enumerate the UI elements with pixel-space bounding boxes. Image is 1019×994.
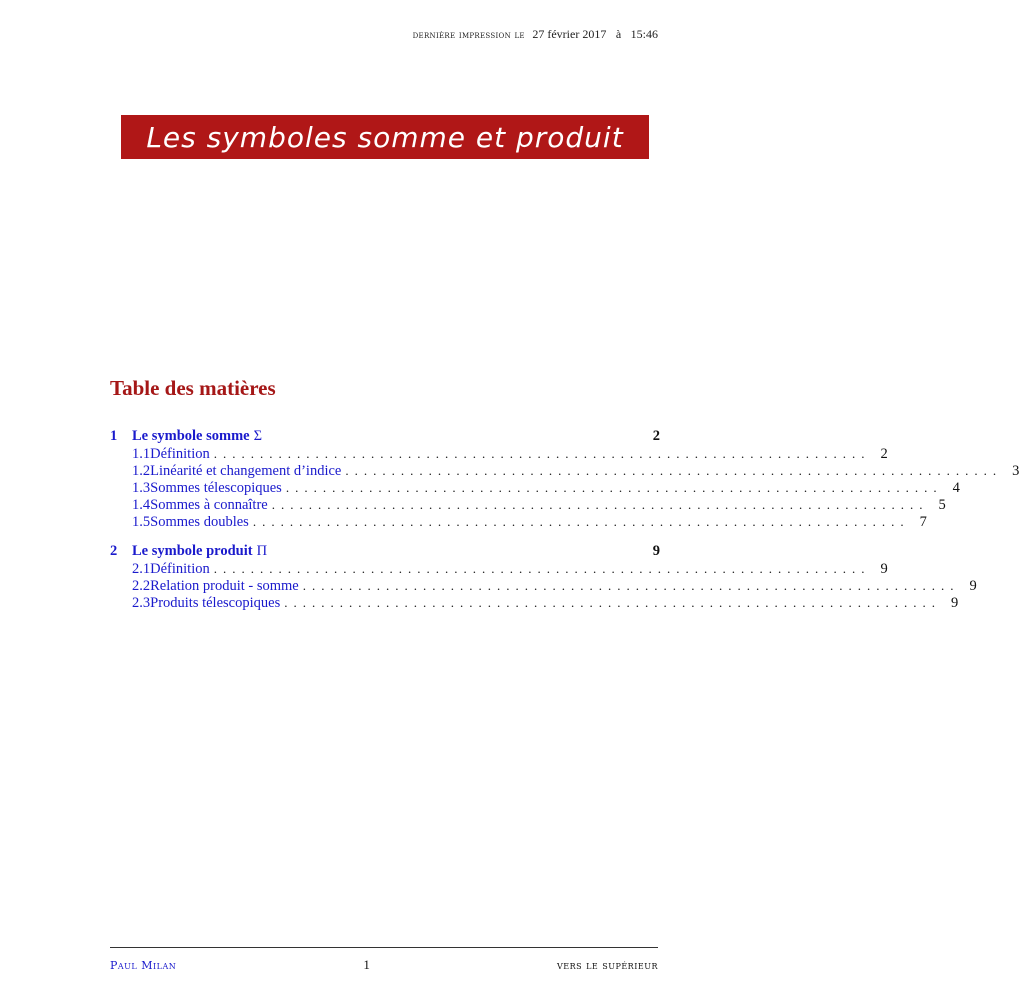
toc-subsection-1-4[interactable] [110,496,946,513]
page-footer [110,957,658,973]
toc-leader-dots: ....................................................................... [213,561,871,576]
footer-page-number: 1 [363,957,370,972]
toc-page-number: 5 [938,497,946,513]
running-header [413,27,658,42]
toc-subsection-number: 1.2 [132,463,151,479]
toc-leader-dots: ....................................................................... [271,497,929,512]
toc-page-number: 3 [1012,463,1019,479]
footer-author: Paul Milan [110,959,177,972]
toc-subsection-2-3[interactable] [110,594,959,611]
toc-subsection-title: Relation produit - somme [150,578,299,594]
footer-series: vers le supérieur [556,959,658,972]
toc-section-1[interactable] [110,428,660,445]
toc-section-title [132,543,271,560]
toc-page-number: 4 [952,480,960,496]
toc-page-number: 9 [880,561,888,577]
table-of-contents [110,428,1019,611]
toc-subsection-2-2[interactable] [110,577,977,594]
toc-subsection-title: Sommes télescopiques [150,480,282,496]
toc-subsection-1-2[interactable] [110,462,1019,479]
toc-leader-dots: ....................................................................... [302,578,960,593]
toc-page-number: 9 [969,578,977,594]
toc-subsection-title: Définition [150,446,210,462]
toc-subsection-1-5[interactable] [110,513,927,530]
sigma-symbol: Σ [253,428,263,444]
toc-page-number: 9 [950,595,959,611]
toc-subsection-title: Définition [150,561,210,577]
toc-leader-dots: ....................................................................... [213,446,871,461]
print-separator: à [615,27,622,41]
toc-leader-dots: ....................................................................... [345,463,1003,478]
print-date: 27 février 2017 [532,27,607,41]
title-band [121,115,649,159]
toc-section-2[interactable] [110,543,660,560]
toc-section-gap [110,530,660,543]
toc-subsection-2-1[interactable] [110,560,888,577]
footer-divider [110,947,658,948]
toc-subsection-number: 2.1 [132,561,151,577]
toc-subsection-title: Sommes doubles [150,514,249,530]
toc-subsection-title: Sommes à connaître [150,497,268,513]
toc-subsection-number: 1.5 [132,514,151,530]
toc-subsection-1-3[interactable] [110,479,960,496]
toc-subsection-number: 1.1 [132,446,151,462]
toc-section-title-text: Le symbole somme [132,428,250,444]
toc-subsection-title: Linéarité et changement d’indice [150,463,342,479]
toc-heading: Table des matières [110,376,276,400]
toc-subsection-number: 2.3 [132,595,151,611]
toc-leader-dots: ....................................................................... [285,480,943,495]
toc-section-title-text: Le symbole produit [132,543,253,559]
toc-subsection-number: 2.2 [132,578,151,594]
toc-page-number: 7 [919,514,927,530]
document-title: Les symboles somme et produit [146,120,624,154]
toc-section-number: 2 [110,543,118,559]
pi-symbol: Π [256,543,268,559]
toc-section-number: 1 [110,428,118,444]
toc-subsection-number: 1.3 [132,480,151,496]
toc-subsection-title: Produits télescopiques [150,595,281,611]
toc-page-number: 9 [652,543,660,559]
print-label: dernière impression le [412,30,525,41]
toc-leader-dots: ....................................................................... [284,595,941,610]
toc-subsection-1-1[interactable] [110,445,888,462]
toc-leader-dots: ....................................................................... [252,514,910,529]
toc-section-title [132,428,266,445]
print-time: 15:46 [630,27,658,41]
toc-page-number: 2 [880,446,888,462]
toc-subsection-number: 1.4 [132,497,151,513]
toc-page-number: 2 [652,428,660,444]
